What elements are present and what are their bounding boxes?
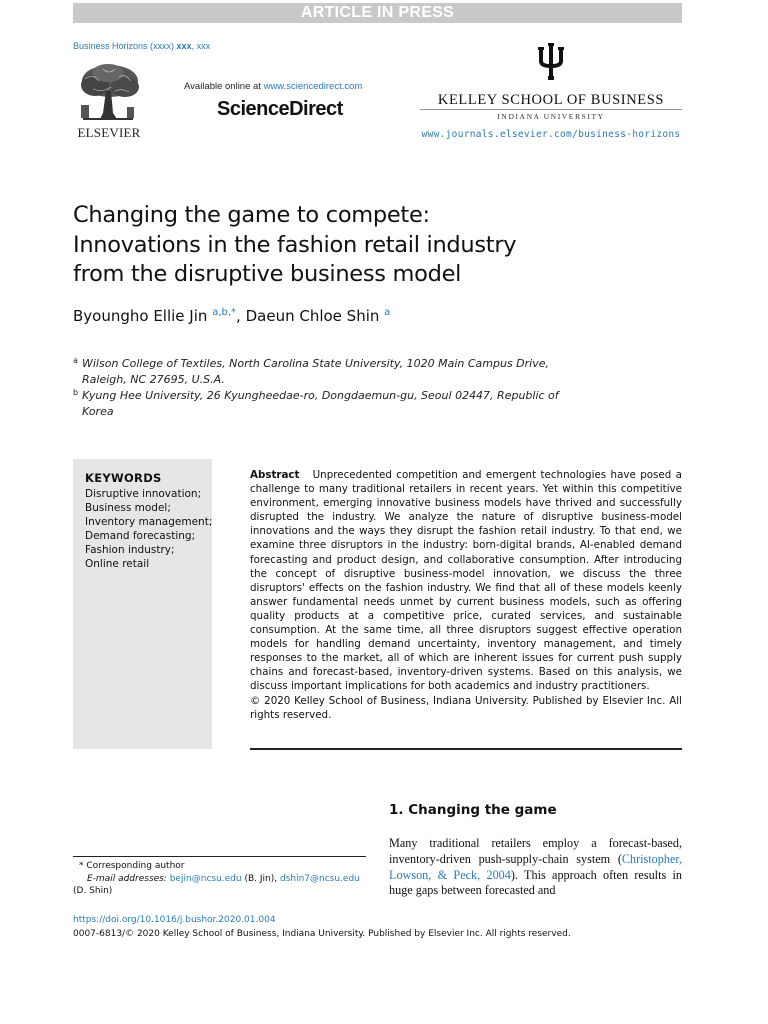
citation-link[interactable]: Christopher, Lowson, & Peck, 2004 [389,851,682,882]
author-name[interactable]: Byoungho Ellie Jin [73,307,208,325]
affiliation-a [73,356,583,388]
indiana-university-text: INDIANA UNIVERSITY [497,112,605,121]
email-owner: (D. Shin) [73,886,113,896]
elsevier-wordmark: ELSEVIER [77,125,141,140]
body-text-end: ). This approach often results in huge gaps between forecasted and [389,867,682,898]
affiliation-text: Kyung Hee University, 26 Kyungheedae-ro, Dongdaemun-gu, Seoul 02447, Republic of Korea [82,389,559,418]
abstract [250,468,682,722]
section-heading: 1. Changing the game [389,802,557,818]
author-separator: , [236,307,246,325]
available-online-text [184,81,362,92]
corresponding-author-footnote [73,860,366,898]
email-link-shin[interactable]: dshin7@ncsu.edu [279,873,360,884]
title-line: from the disruptive business model [73,261,462,287]
title-line: Changing the game to compete: [73,202,430,228]
iu-trident-icon [536,43,566,80]
author-name[interactable]: Daeun Chloe Shin [245,307,380,325]
footnote-divider [73,856,366,857]
body-text-start: Many traditional retailers employ a forecast-based, inventory-driven push-supply-chain system ( [389,836,682,866]
elsevier-tree-logo [73,61,143,123]
corresponding-author-label: * Corresponding author [79,861,185,871]
journal-reference[interactable] [73,41,210,51]
keyword-item: Online retail [85,558,150,570]
abstract-text: Unprecedented competition and emergent technologies have posed a challenge to many traditional retailers in recent years. Yet within this competitive environment, emerging innovative business models have thrived and successfully disrupted the industry. We analyze the nature of disruptive business-model innovations and the ways they disrupt the fashion retail industry. To that end, we examine three disruptors in the industry: born-digital brands, AI-enabled demand forecasting and product design, and collaborative consumption. After introducing the concept of disruptive business-model innovation, we discuss the three disruptors' effects on the fashion industry. We find that all of these models keenly answer fundamental needs unmet by current business models, such as offering quality products at a competitive price, curated services, and sustainable consumption. At the same time, all three disruptors suggest effective operation models for handling demand uncertainty, inventory management, and timely responses to the market, all of which are inherent issues for current push supply chains and forecast-based, inventory-driven systems. Based on this analysis, we discuss important implications for both academics and industry practitioners. [250,469,682,693]
keywords-heading: KEYWORDS [85,471,162,485]
journal-ref-prefix: Business Horizons (xxxx) [73,41,177,51]
available-prefix: Available online at [184,81,264,92]
sciencedirect-logo: ScienceDirect [217,98,343,120]
affiliation-label: a [73,356,78,365]
keyword-item: Demand forecasting; [85,530,196,542]
author-list [73,307,390,325]
affiliation-text: Wilson College of Textiles, North Carolina State University, 1020 Main Campus Drive, Raleigh, NC 27695, U.S.A. [82,357,549,386]
keyword-item: Inventory management; [85,516,213,528]
abstract-copyright: © 2020 Kelley School of Business, Indiana University. Published by Elsevier Inc. All rights reserved. [250,694,682,721]
article-title [73,201,633,290]
email-label: E-mail addresses: [87,873,167,884]
kelley-school-name: KELLEY SCHOOL OF BUSINESS [437,92,665,108]
doi-link[interactable]: https://doi.org/10.1016/j.bushor.2020.01.004 [73,915,276,925]
author-affiliation-marks[interactable]: a,b,* [212,307,237,318]
email-line [73,873,366,886]
journal-ref-suffix: , xxx [191,41,211,51]
keywords-list [85,487,212,571]
section-body [389,836,682,899]
keyword-item: Fashion industry; [85,544,175,556]
journal-ref-volume: xxx [176,41,192,51]
journal-homepage-link[interactable]: www.journals.elsevier.com/business-horizons [421,129,681,140]
copyright-line: 0007-6813/© 2020 Kelley School of Business, Indiana University. Published by Elsevier Inc. All rights reserved. [73,929,571,939]
author-affiliation-marks[interactable]: a [384,307,391,318]
abstract-divider [250,748,682,750]
article-in-press-banner: ARTICLE IN PRESS [73,3,682,23]
sciencedirect-link[interactable]: www.sciencedirect.com [263,81,363,92]
title-line: Innovations in the fashion retail industry [73,231,517,258]
affiliation-label: b [73,388,79,397]
keyword-item: Business model; [85,502,171,514]
abstract-label: Abstract [250,469,300,481]
email-owner: (B. Jin), [241,873,280,884]
email-link-jin[interactable]: bejin@ncsu.edu [169,873,242,884]
keyword-item: Disruptive innovation; [85,488,202,500]
kelley-divider [420,109,682,110]
affiliation-b [73,388,583,420]
